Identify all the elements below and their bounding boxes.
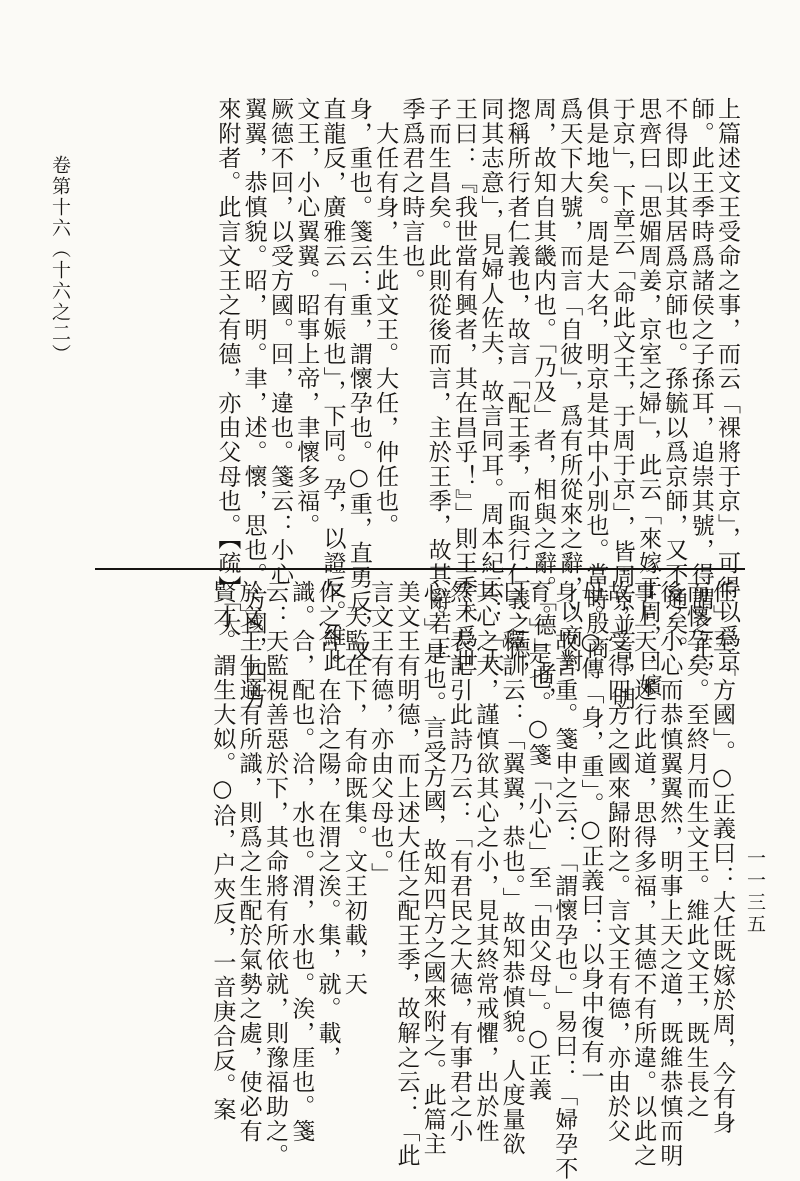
text-column: 同其志意」，見婦人佐夫，故言同耳。周本紀云：「大 [477, 97, 504, 674]
text-column: 身，故言重。箋申之云：「謂懷孕也。」易曰：「婦孕不 [551, 580, 578, 1181]
text-column: 而懷孕矣。至終月而生文王。維此文王，既生長之 [682, 580, 709, 1119]
text-column: 子而生昌矣。此則從後而言，主於王季，故其辭若王 [424, 97, 451, 661]
section-divider [95, 568, 745, 570]
text-column: 於文王生適有所識，則爲之生配於氣勢之處，使必有 [235, 580, 262, 1144]
text-column: 季爲君之時言也。 [398, 97, 425, 293]
text-column: 上篇述文王受命之事，而云「裸將于京」，可得以爲京 [714, 97, 740, 674]
text-column: 厥德不回，以受方國。回，違也。箋云：小心 [266, 97, 293, 587]
page-number: 一一三五 [744, 848, 766, 936]
text-column: 翼翼，恭慎貌。昭，明。聿，述。懷，思也。方國，四方 [240, 97, 267, 710]
text-column: 身，重也。箋云：重，謂懷孕也。○重，直勇反，又 [345, 97, 372, 664]
text-column: 然。表記引此詩乃云：「有君民之大德，有事君之小 [446, 580, 473, 1144]
text-column: 于京」，下章云「命此文王，于周于京」，皆周京並言，明 [608, 97, 635, 711]
text-column: 云：天監視善惡於下，其命將有所依就，則豫福助之。 [261, 580, 288, 1168]
text-column: 賢才。謂生大姒。○洽，户夾反，一音庚合反。案 [209, 580, 236, 1122]
text-column: 大任有身，生此文王。大任，仲任也。 [372, 97, 399, 538]
text-column: 作之合。在洽之陽，在渭之涘。集，就。載， [314, 580, 341, 1070]
commentary-lower-block [90, 580, 735, 1181]
text-column: 美文王有明德，而上述大任之配王季，故解之云：「此 [393, 580, 420, 1168]
text-column: 任」至「方國」。○正義曰：大任既嫁於周，今有身 [709, 580, 735, 1135]
text-column: 育。」是也。○箋「小心」至「由父母」。○正義 [524, 580, 551, 1102]
text-column: 直龍反，廣雅云「有娠也」，下同。孕，以證反。維此 [319, 97, 346, 674]
text-column: 後，小心而恭慎翼翼然，明事上天之道，既維恭慎而明 [656, 580, 683, 1168]
text-column: 師。此王季時爲諸侯之子孫耳，追崇其號，得謂之王， [687, 97, 714, 685]
text-column: 爲天下大號，而言「自彼」，爲有所從來之辭，以商對 [556, 97, 583, 674]
text-column: 其心之大，謹慎欲其心之小，見其終常戒懼，出於性 [472, 580, 499, 1144]
text-column: 不得即以其居爲京師也。孫毓以爲京師，又不通矣。 [661, 97, 688, 661]
text-column: 思齊曰「思媚周姜，京室之婦」，此云「來嫁于周，曰嬪 [635, 97, 662, 698]
text-column: 曰：釋訓云：「翼翼，恭也。」故知恭慎貌。人度量欲 [498, 580, 525, 1157]
commentary-upper-block [100, 97, 740, 711]
text-column: 文王，小心翼翼。昭事上帝，聿懷多福。 [293, 97, 320, 538]
text-column: 周，故知自其畿内也。「乃及」者，相與之辭。「德」者， [529, 97, 556, 711]
text-column: 故，受得四方之國來歸附之。言文王有德，亦由於父 [603, 580, 630, 1144]
text-column: 王曰：『我世當有興者，其在昌乎！』」則王季未爲世 [451, 97, 478, 674]
text-column: 來附者。此言文王之有德，亦由父母也。【疏】「大 [214, 97, 241, 638]
text-column: 揔稱所行者仁義也，故言「配王季，而與行仁義之德， [503, 97, 530, 685]
text-column: 心。」是也。言受方國，故知四方之國來附之。此篇主 [419, 580, 446, 1157]
text-column: 俱是地矣。周是大名，明京是其中小別也。當時殷商 [582, 97, 609, 661]
text-column: 事上天，述行此道，思得多福，其德不有所違。以此之 [630, 580, 657, 1168]
text-column: 母。○傳「身，重」。○正義曰：以身中復有一 [577, 580, 604, 1089]
text-column: 言文王有德，亦由父母也。」 [367, 580, 394, 887]
margin-volume-label: 卷第十六（十六之二） [49, 155, 71, 365]
text-column: 識。合，配也。洽，水也。渭，水也。涘，厓也。箋 [288, 580, 315, 1144]
text-column: 天監在下，有命既集。文王初載，天 [340, 580, 367, 997]
